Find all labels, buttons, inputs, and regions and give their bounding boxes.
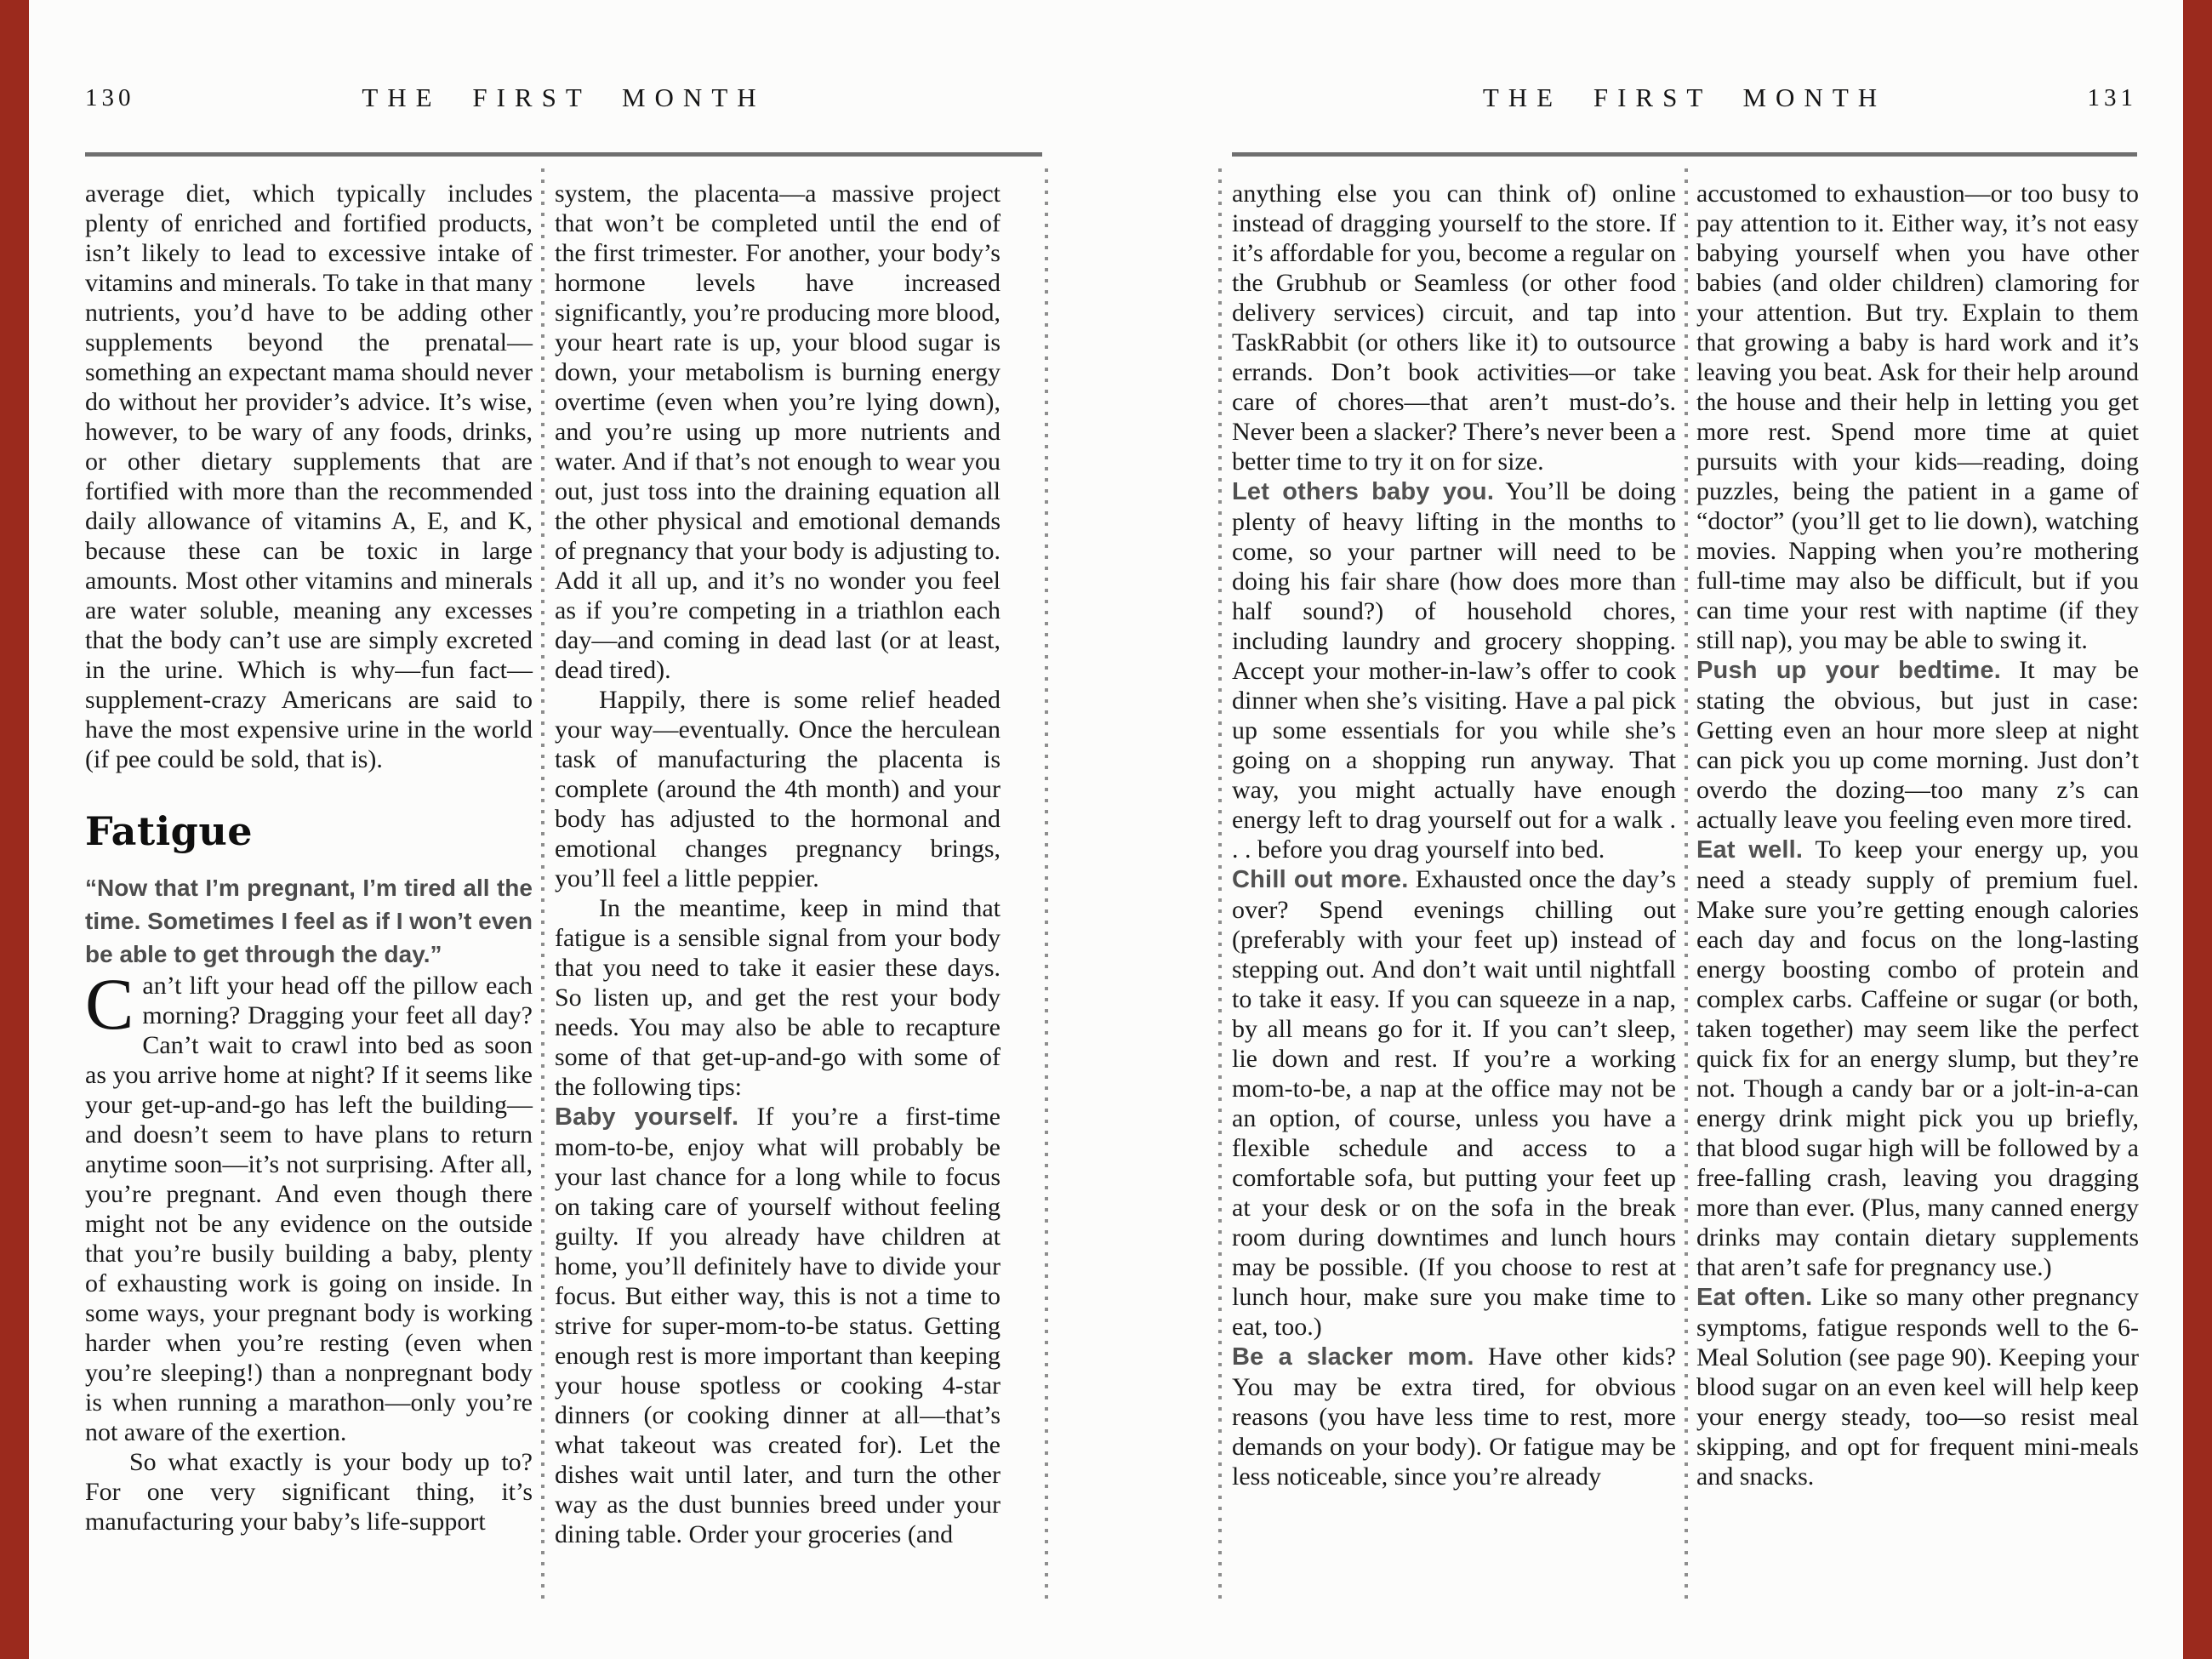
tip-item — [1232, 476, 1676, 864]
tip-item — [1232, 1342, 1676, 1491]
body-paragraph: anything else you can think of) online instead of dragging yourself to the store. If it’s affordable for you, become a regular on the Grubhub or Seamless (or other food delivery services) circuit, and tap into TaskRabbit (or others like it) to outsource errands. Don’t book activities—or take care of chores—that aren’t must-do’s. Never been a slacker? There’s never been a better time to try it on for size. — [1232, 180, 1676, 476]
column-3 — [1232, 179, 1676, 1491]
column-2 — [555, 179, 1001, 1549]
page-margin-dotted-right — [1218, 168, 1222, 1605]
tip-text: Have other kids? You may be extra tired, for obvious reasons (you have less time to rest, more demands on your body). Or fatigue may be less noticeable, since you’re already — [1232, 1343, 1677, 1491]
body-paragraph: In the meantime, keep in mind that fatigue is a sensible signal from your body that you need to take it easier these days. So listen up, and get the rest your body needs. You may also be able to recapture some of that get-up-and-go with some of the following tips: — [555, 894, 1001, 1101]
head-rule-right — [1232, 152, 2137, 157]
body-paragraph: average diet, which typically includes plenty of enriched and fortified products, isn’t likely to lead to excessive intake of vitamins and minerals. To take in that many nutrients, you’d have to be adding other supplements beyond the prenatal—something an expectant mama should never do without her provider’s advice. It’s wise, however, to be wary of any foods, drinks, or other dietary supplements that are fortified with more than the recommended daily allowance of vitamins A, E, and K, because these can be toxic in large amounts. Most other vitamins and minerals are water soluble, meaning any excesses that the body can’t use are simply excreted in the urine. Which is why—fun fact—supplement-crazy Americans are said to have the most expensive urine in the world (if pee could be sold, that is). — [85, 180, 533, 773]
column-4 — [1696, 179, 2139, 1491]
body-paragraph: accustomed to exhaustion—or too busy to pay attention to it. Either way, it’s not easy babying yourself when you have other babies (and older children) clamoring for your attention. But try. Explain to them that growing a baby is hard work and it’s leaving you beat. Ask for their help around the house and their help in letting you get more rest. Spend more time at quiet pursuits with your kids—reading, doing puzzles, being the patient in a game of “doctor” (you’ll get to lie down), watching movies. Napping when you’re mothering full-time may also be difficult, but if you can time your rest with naptime (if they still nap), you may be able to swing it. — [1696, 180, 2139, 654]
tip-text: If you’re a first-time mom-to-be, enjoy what will probably be your last chance for a long while to focus on taking care of yourself without feeling guilty. If you already have children at home, you’ll definitely have to divide your focus. But either way, this is not a time to strive for super-mom-to-be status. Getting enough rest is more important than keeping your house spotless or cooking 4-star dinners (or cooking dinner at all—that’s what takeout was created for). Let the dishes wait until later, and turn the other way as the dust bunnies breed under your dining table. Order your groceries (and — [555, 1103, 1001, 1548]
reader-quote: “Now that I’m pregnant, I’m tired all the time. Sometimes I feel as if I won’t even be able to get through the day.” — [85, 875, 533, 967]
tip-item — [1696, 1282, 2139, 1491]
drop-cap: C — [85, 963, 134, 1045]
page-number-right: 131 — [2087, 84, 2137, 111]
tip-lead: Push up your bedtime. — [1696, 657, 2001, 684]
column-separator-dotted — [1685, 168, 1688, 1605]
tip-text: Exhausted once the day’s over? Spend evenings chilling out (preferably with your feet up) instead of stepping out. And don’t wait until nightfall to take it easy. If you can squeeze in a nap, by all means go for it. If you can’t sleep, lie down and rest. If you’re a working mom-to-be, a nap at the office may not be an option, of course, unless you have a flexible schedule and access to a comfortable sofa, but putting your feet up at your desk or on the sofa in the break room during downtimes and lunch hours may be possible. (If you choose to rest at lunch hour, make sure you make time to eat, too.) — [1232, 865, 1677, 1341]
tip-lead: Chill out more. — [1232, 866, 1409, 893]
body-paragraph: Happily, there is some relief headed your way—eventually. Once the herculean task of manufacturing the placenta is complete (around the 4th month) and your body has adjusted to the hormonal and emotional changes pregnancy brings, you’ll feel a little peppier. — [555, 686, 1001, 892]
tip-text: Like so many other pregnancy symptoms, fatigue responds well to the 6-Meal Solution (see page 90). Keeping your blood sugar on an even keel will help keep your energy steady, too—so resist meal skipping, and opt for frequent mini-meals and snacks. — [1696, 1283, 2139, 1491]
tip-item — [1696, 655, 2139, 835]
body-paragraph-dropcap — [85, 963, 533, 1447]
body-paragraph: So what exactly is your body up to? For one very significant thing, it’s manufacturing your baby’s life-support — [85, 1448, 533, 1536]
tip-item — [1232, 864, 1676, 1342]
page-margin-dotted-left — [1045, 168, 1048, 1605]
column-1 — [85, 179, 533, 1536]
page-edge-bar-right — [2183, 0, 2212, 1659]
tip-item — [555, 1102, 1001, 1549]
head-rule-left — [85, 152, 1042, 157]
body-paragraph: system, the placenta—a massive project that won’t be completed until the end of the first trimester. For another, your body’s hormone levels have increased significantly, you’re producing more blood, your heart rate is up, your blood sugar is down, your metabolism is burning energy overtime (even when you’re lying down), and you’re using up more nutrients and water. And if that’s not enough to wear you out, just toss into the draining equation all the other physical and emotional demands of pregnancy that your body is adjusting to. Add it all up, and it’s no wonder you feel as if you’re competing in a triathlon each day—and coming in dead last (or at least, dead tired). — [555, 180, 1001, 684]
column-separator-dotted — [541, 168, 544, 1605]
tip-lead: Eat well. — [1696, 836, 1804, 864]
tip-text: To keep your energy up, you need a steady supply of premium fuel. Make sure you’re getting enough calories each day and focus on the long-lasting energy boosting combo of protein and complex carbs. Caffeine or sugar (or both, taken together) may seem like the perfect quick fix for an energy slump, but they’re not. Though a candy bar or a jolt-in-a-can energy drink might pick you up briefly, that blood sugar high will be followed by a free-falling crash, leaving you dragging more than ever. (Plus, many canned energy drinks may contain dietary supplements that aren’t safe for pregnancy use.) — [1696, 835, 2139, 1281]
running-head-left: THE FIRST MONTH — [362, 83, 766, 112]
tip-text: You’ll be doing plenty of heavy lifting in the months to come, so your partner will need to be doing his fair share (how does more than half sound?) of household chores, including laundry and grocery shopping. Accept your mother-in-law’s offer to cook dinner when she’s visiting. Have a pal pick up some essentials for you while she’s going on a shopping run anyway. That way, you might actually have enough energy left to drag yourself out for a walk . . . before you drag yourself into bed. — [1232, 477, 1676, 864]
tip-text: It may be stating the obvious, but just in case: Getting even an hour more sleep at night can pick you up come morning. Just don’t overdo the dozing—too many z’s can actually leave you feeling even more tired. — [1696, 656, 2139, 834]
page-number-left: 130 — [85, 84, 135, 111]
section-heading-fatigue: Fatigue — [85, 808, 254, 854]
tip-lead: Let others baby you. — [1232, 478, 1495, 505]
tip-lead: Eat often. — [1696, 1284, 1813, 1311]
tip-lead: Baby yourself. — [555, 1103, 739, 1131]
tip-item — [1696, 835, 2139, 1282]
tip-lead: Be a slacker mom. — [1232, 1343, 1474, 1371]
dropcap-paragraph-text: an’t lift your head off the pillow each morning? Dragging your feet all day? Can’t wait to crawl into bed as soon as you arrive home at night? If it seems like your get-up-and-go has left the building—and doesn’t seem to have plans to return anytime soon—it’s not surprising. After all, you’re pregnant. And even though there might not be any evidence on the outside that you’re busily building a baby, plenty of exhausting work is going on inside. In some ways, your pregnant body is working harder when you’re resting (even when you’re sleeping!) than a nonpregnant body is when running a marathon—only you’re not aware of the exertion. — [85, 972, 533, 1446]
page-edge-bar-left — [0, 0, 29, 1659]
running-head-right: THE FIRST MONTH — [1482, 83, 1887, 112]
